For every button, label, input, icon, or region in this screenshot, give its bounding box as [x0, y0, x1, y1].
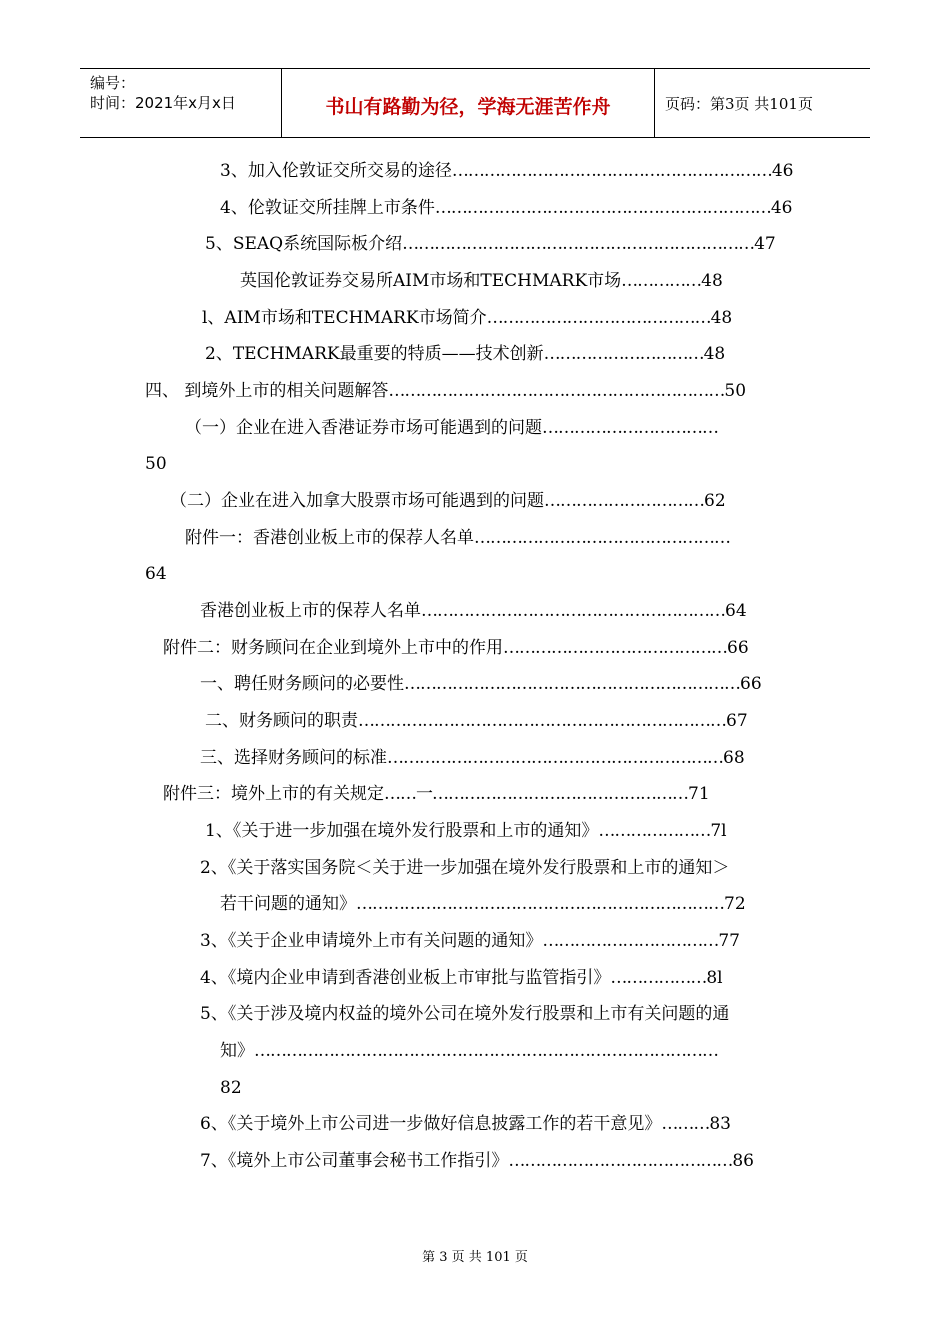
- number-label: 编号：: [90, 74, 136, 92]
- toc-entry: 香港创业板上市的保荐人名单…………………………………………………64: [200, 601, 747, 621]
- motto: 书山有路勤为径，学海无涯苦作舟: [325, 96, 611, 118]
- toc-entry: 2、《关于落实国务院＜关于进一步加强在境外发行股票和上市的通知＞: [200, 858, 730, 878]
- toc-entry: 英国伦敦证券交易所AIM市场和TECHMARK市场……………48: [240, 271, 723, 291]
- toc-entry: 一、聘任财务顾问的必要性………………………………………………………66: [200, 674, 762, 694]
- toc-entry: 3、加入伦敦证交所交易的途径……………………………………………………46: [220, 161, 794, 181]
- toc-entry: l、AIM市场和TECHMARK市场简介……………………………………48: [202, 308, 733, 328]
- toc-entry: 4、《境内企业申请到香港创业板上市审批与监管指引》………………8l: [200, 968, 723, 988]
- date-label: 时间：2021年x月x日: [90, 94, 236, 112]
- toc-entry: 2、TECHMARK最重要的特质——技术创新…………………………48: [205, 344, 726, 364]
- toc-entry: 三、选择财务顾问的标准………………………………………………………68: [200, 748, 745, 768]
- toc-entry: 附件二：财务顾问在企业到境外上市中的作用……………………………………66: [163, 638, 749, 658]
- toc-entry: 7、《境外上市公司董事会秘书工作指引》……………………………………86: [200, 1151, 754, 1171]
- toc-entry: 50: [145, 454, 167, 474]
- toc-entry: 附件一：香港创业板上市的保荐人名单…………………………………………: [185, 528, 730, 548]
- toc-entry: 知》……………………………………………………………………………: [220, 1041, 718, 1061]
- toc-entry: 82: [220, 1078, 242, 1098]
- toc-entry: 1、《关于进一步加强在境外发行股票和上市的通知》…………………7l: [205, 821, 727, 841]
- toc-entry: 5、SEAQ系统国际板介绍…………………………………………………………47: [205, 234, 776, 254]
- toc-entry: （一）企业在进入香港证券市场可能遇到的问题……………………………: [185, 418, 718, 438]
- header-page-cell: [655, 69, 870, 137]
- toc-entry: 若干问题的通知》……………………………………………………………72: [220, 894, 746, 914]
- header-motto-cell: [282, 69, 655, 137]
- page-header: [80, 68, 870, 138]
- toc-entry: 64: [145, 564, 167, 584]
- toc-entry: 3、《关于企业申请境外上市有关问题的通知》……………………………77: [200, 931, 740, 951]
- toc-entry: 二、财务顾问的职责……………………………………………………………67: [205, 711, 748, 731]
- toc-entry: 6、《关于境外上市公司进一步做好信息披露工作的若干意见》………83: [200, 1114, 731, 1134]
- page-label: 页码：第3页 共101页: [665, 95, 813, 113]
- toc-entry: （二）企业在进入加拿大股票市场可能遇到的问题…………………………62: [170, 491, 726, 511]
- page-footer: 第 3 页 共 101 页: [422, 1250, 528, 1265]
- toc-entry: 四、 到境外上市的相关问题解答………………………………………………………50: [145, 381, 747, 401]
- toc-entry: 4、伦敦证交所挂牌上市条件………………………………………………………46: [220, 198, 793, 218]
- toc-entry: 5、《关于涉及境内权益的境外公司在境外发行股票和上市有关问题的通: [200, 1004, 730, 1024]
- header-info-cell: [80, 69, 282, 137]
- toc-entry: 附件三：境外上市的有关规定……一…………………………………………71: [163, 784, 710, 804]
